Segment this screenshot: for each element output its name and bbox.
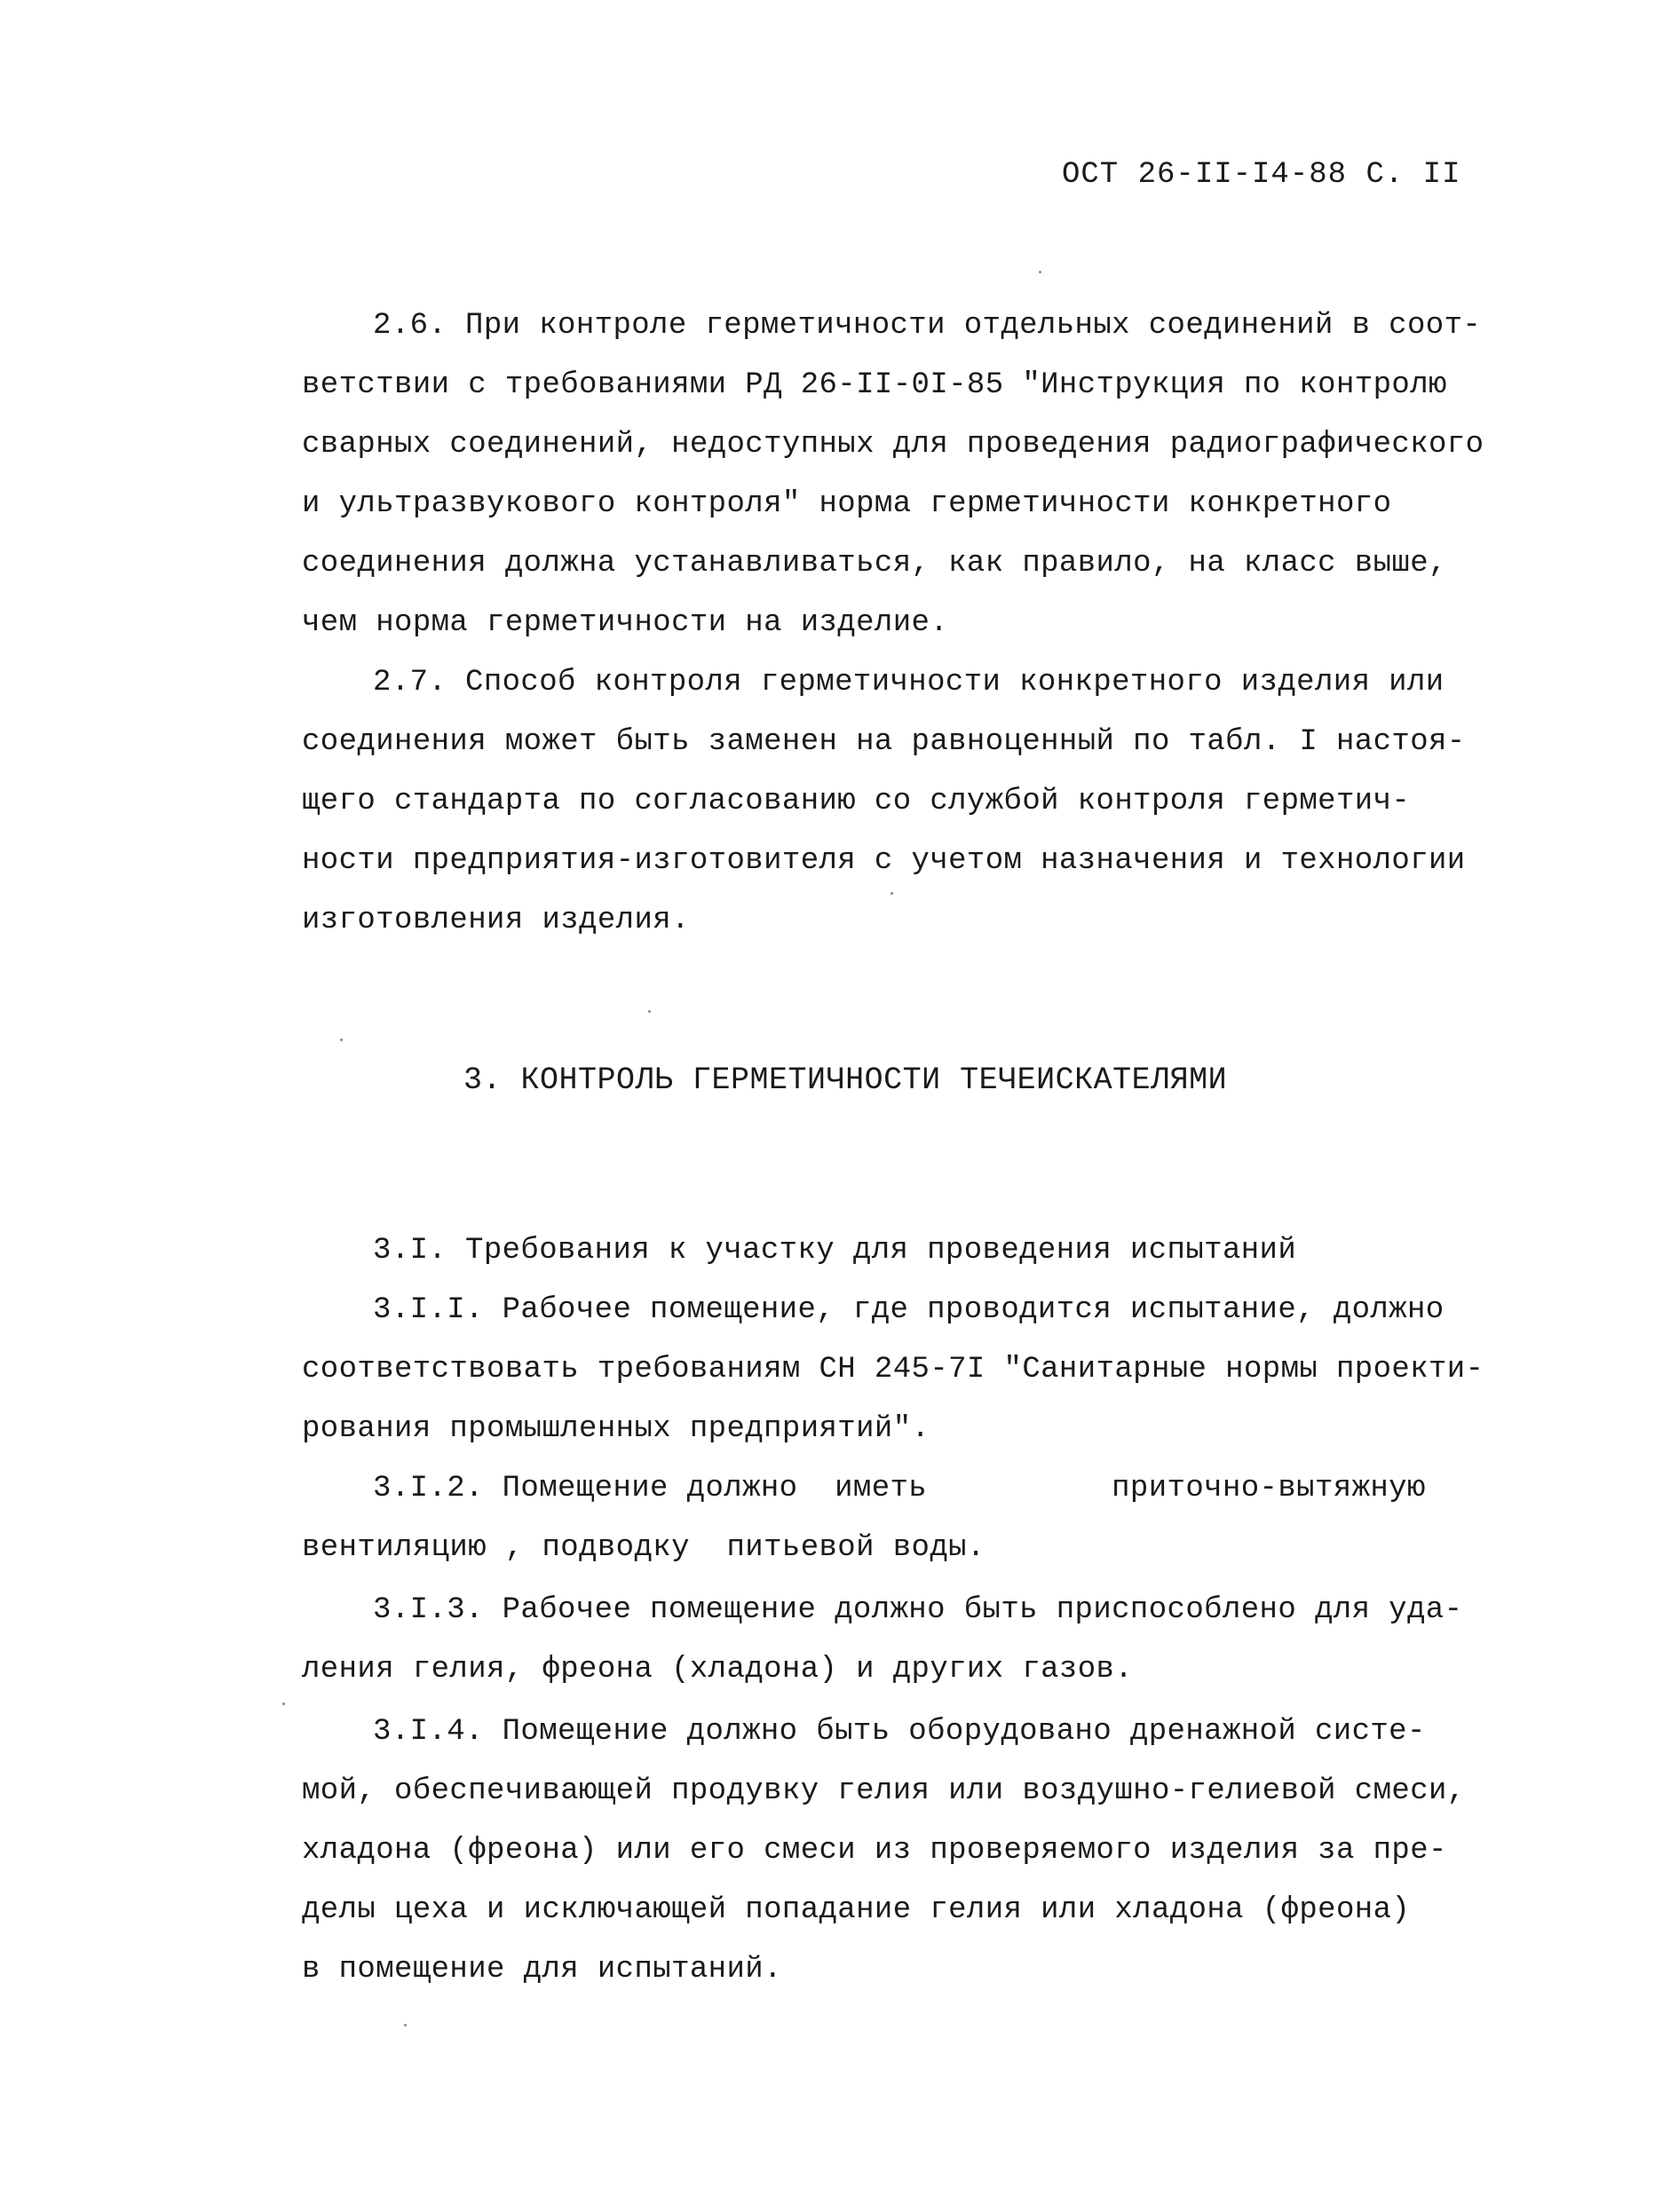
scan-speck	[282, 1702, 285, 1705]
p2-6-line-2: ветствии с требованиями РД 26-II-0I-85 "Инструкция по контролю	[302, 368, 1447, 402]
p3-1-4-line-4: делы цеха и исключающей попадание гелия или хладона (фреона)	[302, 1893, 1411, 1927]
scan-speck	[1039, 271, 1041, 273]
p3-1-line-1: 3.I. Требования к участку для проведения испытаний	[373, 1234, 1297, 1268]
p3-1-4-line-3: хладона (фреона) или его смеси из проверяемого изделия за пре-	[302, 1834, 1447, 1868]
p3-1-4-line-2: мой, обеспечивающей продувку гелия или воздушно-гелиевой смеси,	[302, 1774, 1466, 1808]
p3-1-1-line-3: рования промышленных предприятий".	[302, 1412, 930, 1446]
p3-1-1-line-2: соответствовать требованиям СН 245-7I "Санитарные нормы проекти-	[302, 1353, 1484, 1386]
section-3-title: 3. КОНТРОЛЬ ГЕРМЕТИЧНОСТИ ТЕЧЕИСКАТЕЛЯМИ	[463, 1063, 1228, 1098]
p3-1-2-line-2: вентиляцию , подводку питьевой воды.	[302, 1531, 985, 1565]
p2-7-line-3: щего стандарта по согласованию со службой контроля герметич-	[302, 785, 1411, 818]
p2-6-line-4: и ультразвукового контроля" норма герметичности конкретного	[302, 487, 1392, 521]
p2-7-line-2: соединения может быть заменен на равноценный по табл. I настоя-	[302, 725, 1466, 759]
p3-1-3-line-2: ления гелия, фреона (хладона) и других газов.	[302, 1653, 1134, 1687]
p3-1-1-line-1: 3.I.I. Рабочее помещение, где проводится испытание, должно	[373, 1293, 1445, 1327]
p3-1-3-line-1: 3.I.3. Рабочее помещение должно быть приспособлено для уда-	[373, 1593, 1463, 1627]
p2-6-line-5: соединения должна устанавливаться, как правило, на класс выше,	[302, 547, 1447, 581]
standard-reference-header: ОСТ 26-II-I4-88 С. II	[1062, 158, 1461, 192]
scan-speck	[648, 1010, 651, 1013]
p2-7-line-1: 2.7. Способ контроля герметичности конкретного изделия или	[373, 666, 1445, 699]
p3-1-4-line-1: 3.I.4. Помещение должно быть оборудовано дренажной систе-	[373, 1715, 1426, 1749]
p2-6-line-3: сварных соединений, недоступных для проведения радиографического	[302, 428, 1484, 462]
p2-6-line-6: чем норма герметичности на изделие.	[302, 606, 949, 640]
p2-6-line-1: 2.6. При контроле герметичности отдельных соединений в соот-	[373, 309, 1482, 343]
p2-7-line-5: изготовления изделия.	[302, 904, 690, 937]
scan-speck	[340, 1039, 343, 1041]
scan-speck	[890, 892, 893, 895]
p3-1-4-line-5: в помещение для испытаний.	[302, 1953, 782, 1987]
scan-speck	[404, 2024, 407, 2026]
p2-7-line-4: ности предприятия-изготовителя с учетом назначения и технологии	[302, 844, 1466, 878]
p3-1-2-line-1: 3.I.2. Помещение должно иметь приточно-вытяжную	[373, 1472, 1426, 1505]
